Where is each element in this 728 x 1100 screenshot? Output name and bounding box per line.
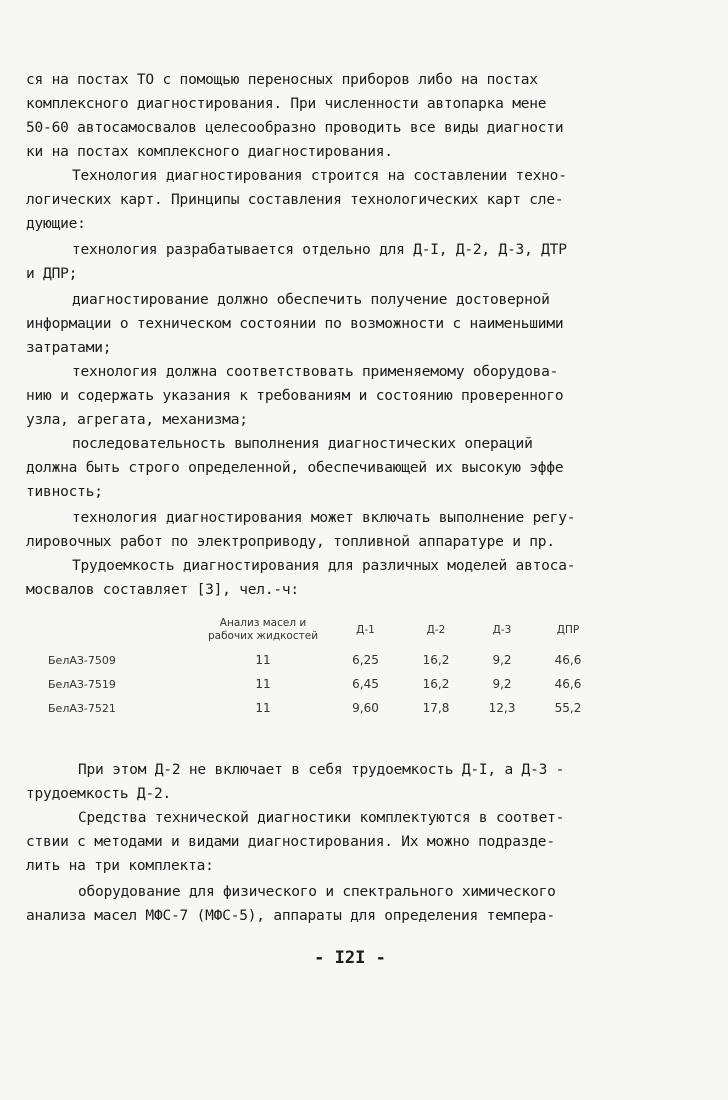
text-line: нию и содержать указания к требованиям и состоянию проверенного: [26, 388, 564, 404]
table-cell: 9,2: [492, 677, 512, 691]
table-cell: БелАЗ-7519: [48, 677, 116, 691]
table-header-row: [48, 612, 601, 648]
text-line: диагностирование должно обеспечить получение достоверной: [72, 292, 550, 308]
text-line: лить на три комплекта:: [26, 858, 214, 874]
table-cell: 55,2: [554, 701, 582, 715]
table-cell: 6,45: [352, 677, 379, 691]
text-line: Средства технической диагностики комплектуются в соответ-: [78, 810, 565, 826]
table-header-cell: ДПР: [556, 623, 580, 636]
table-header-cell: Д-1: [356, 623, 375, 636]
text-line: информации о техническом состоянии по возможности с наименьшими: [26, 316, 564, 332]
text-line: и ДПР;: [26, 266, 78, 282]
text-line: Технология диагностирования строится на составлении техно-: [72, 168, 567, 184]
text-line: Трудоемкость диагностирования для различных моделей автоса-: [72, 558, 576, 574]
text-line: технология диагностирования может включать выполнение регу-: [72, 510, 576, 526]
table-header-cell: Д-3: [492, 623, 512, 636]
table-cell: БелАЗ-7509: [48, 653, 116, 667]
table-cell: БелАЗ-7521: [48, 701, 116, 715]
table-header-cell: Д-2: [426, 623, 446, 636]
table-cell: 16,2: [422, 677, 450, 691]
table-cell: 9,60: [352, 701, 379, 715]
text-line: трудоемкость Д-2.: [26, 786, 172, 802]
text-line: технология разрабатывается отдельно для Д-I, Д-2, Д-3, ДТР: [72, 242, 567, 258]
text-line: ся на постах ТО с помощью переносных приборов либо на постах: [26, 72, 538, 88]
table-cell: 11: [255, 653, 271, 667]
text-line: 50-60 автосамосвалов целесообразно проводить все виды диагности: [26, 120, 564, 136]
text-line: дующие:: [26, 216, 86, 232]
text-line: технология должна соответствовать применяемому оборудова-: [72, 364, 559, 380]
table-cell: 11: [255, 701, 271, 715]
text-line: ки на постах комплексного диагностирования.: [26, 144, 393, 160]
table-row: [48, 672, 601, 696]
table-cell: 11: [255, 677, 271, 691]
text-line: ствии с методами и видами диагностирования. Их можно подразде-: [26, 834, 555, 850]
table-cell: 16,2: [422, 653, 450, 667]
table-header-cell: Анализ масел и рабочих жидкостей: [207, 617, 319, 642]
table-cell: 9,2: [492, 653, 512, 667]
table-header-cell: [48, 612, 198, 648]
text-line: последовательность выполнения диагностических операций: [72, 436, 533, 452]
table-cell: 6,25: [352, 653, 379, 667]
table-row: [48, 696, 601, 720]
text-line: должна быть строго определенной, обеспечивающей их высокую эффе: [26, 460, 564, 476]
text-line: оборудование для физического и спектрального химического: [78, 884, 556, 900]
table-cell: 46,6: [554, 653, 582, 667]
table-cell: 17,8: [422, 701, 450, 715]
table-cell: 12,3: [488, 701, 516, 715]
text-line: мосвалов составляет [3], чел.-ч:: [26, 582, 299, 598]
text-line: При этом Д-2 не включает в себя трудоемкость Д-I, а Д-3 -: [78, 762, 565, 778]
text-line: анализа масел МФС-7 (МФС-5), аппараты для определения темпера-: [26, 908, 555, 924]
text-line: лировочных работ по электроприводу, топливной аппаратуре и пр.: [26, 534, 555, 550]
text-line: комплексного диагностирования. При численности автопарка мене: [26, 96, 547, 112]
table-row: [48, 648, 601, 672]
labor-intensity-table: [48, 612, 601, 720]
text-line: тивность;: [26, 484, 103, 500]
text-line: логических карт. Принципы составления технологических карт сле-: [26, 192, 564, 208]
text-line: затратами;: [26, 340, 112, 356]
table-cell: 46,6: [554, 677, 582, 691]
text-line: узла, агрегата, механизма;: [26, 412, 248, 428]
page-number: - I2I -: [314, 948, 386, 968]
